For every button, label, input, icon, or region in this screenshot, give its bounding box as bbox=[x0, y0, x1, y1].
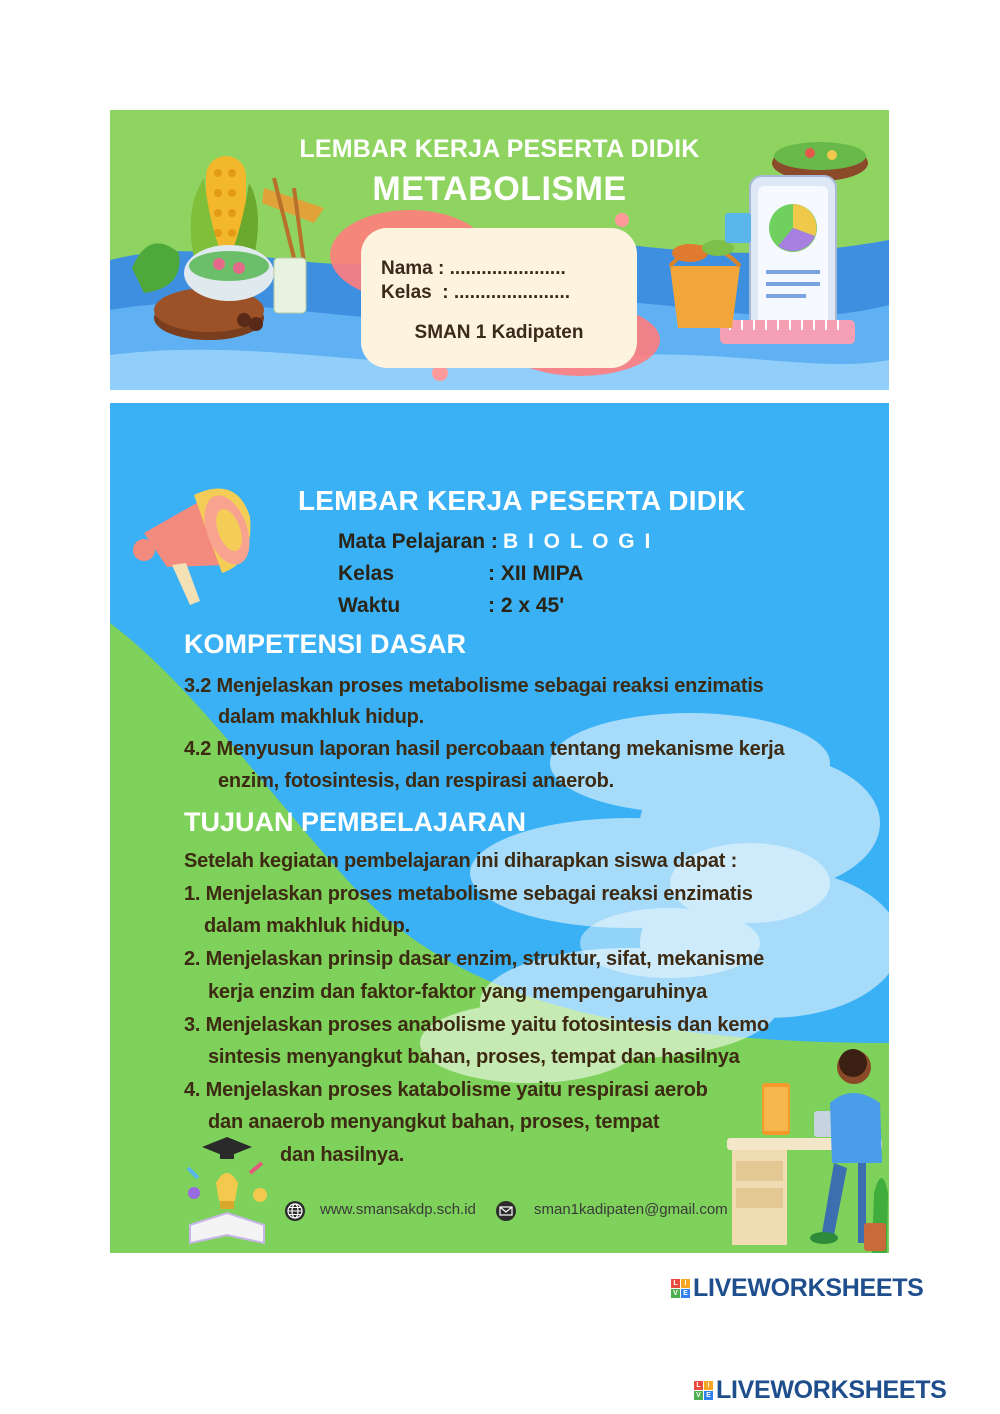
nama-field[interactable]: Nama : ...................... bbox=[381, 258, 566, 279]
globe-icon bbox=[284, 1200, 306, 1222]
tp-line: 3. Menjelaskan proses anabolisme yaitu fotosintesis dan kemo bbox=[184, 1014, 769, 1036]
tp-line: kerja enzim dan faktor-faktor yang mempengaruhinya bbox=[208, 981, 708, 1003]
kd-line: dalam makhluk hidup. bbox=[218, 706, 425, 728]
tp-line: 4. Menjelaskan proses katabolisme yaitu respirasi aerob bbox=[184, 1079, 708, 1101]
kd-line: 4.2 Menyusun laporan hasil percobaan tentang mekanisme kerja bbox=[184, 738, 785, 760]
banner-title: LEMBAR KERJA PESERTA DIDIK bbox=[299, 135, 700, 163]
card-title: LEMBAR KERJA PESERTA DIDIK bbox=[298, 485, 746, 516]
tp-heading: TUJUAN PEMBELAJARAN bbox=[184, 807, 527, 837]
liveworksheets-logo-icon: L I V E bbox=[694, 1381, 713, 1400]
tp-line: dan anaerob menyangkut bahan, proses, tempat bbox=[208, 1111, 660, 1133]
name-card bbox=[361, 228, 637, 368]
kd-line: enzim, fotosintesis, dan respirasi anaerob. bbox=[218, 770, 614, 792]
header-banner bbox=[110, 110, 889, 390]
info-value: : XII MIPA bbox=[488, 562, 584, 585]
tp-line: sintesis menyangkut bahan, proses, tempat dan hasilnya bbox=[208, 1046, 740, 1068]
email-link[interactable]: sman1kadipaten@gmail.com bbox=[534, 1201, 728, 1218]
tp-line: 2. Menjelaskan prinsip dasar enzim, struktur, sifat, mekanisme bbox=[184, 948, 765, 970]
student-illustration bbox=[722, 1043, 889, 1253]
kd-line: 3.2 Menjelaskan proses metabolisme sebagai reaksi enzimatis bbox=[184, 675, 764, 697]
phone-illustration bbox=[650, 138, 870, 353]
info-label: Mata Pelajaran : bbox=[338, 530, 498, 553]
banner-subtitle: METABOLISME bbox=[372, 170, 627, 208]
school-name: SMAN 1 Kadipaten bbox=[414, 322, 584, 343]
tp-line: dalam makhluk hidup. bbox=[204, 915, 411, 937]
info-value: B I O L O G I bbox=[503, 530, 653, 553]
info-label: Kelas bbox=[338, 562, 395, 585]
tp-intro: Setelah kegiatan pembelajaran ini diharapkan siswa dapat : bbox=[184, 850, 738, 872]
info-label: Waktu bbox=[338, 594, 401, 617]
graduation-illustration bbox=[180, 1133, 275, 1248]
website-link[interactable]: www.smansakdp.sch.id bbox=[320, 1201, 476, 1218]
mail-icon bbox=[495, 1200, 517, 1222]
watermark-text: LIVEWORKSHEETS bbox=[716, 1376, 947, 1404]
megaphone-icon bbox=[132, 455, 262, 610]
info-value: : 2 x 45' bbox=[488, 594, 565, 617]
liveworksheets-watermark[interactable] bbox=[671, 1274, 924, 1303]
liveworksheets-watermark[interactable] bbox=[694, 1376, 947, 1405]
watermark-text: LIVEWORKSHEETS bbox=[693, 1274, 924, 1302]
kd-heading: KOMPETENSI DASAR bbox=[184, 629, 467, 659]
tp-line: 1. Menjelaskan proses metabolisme sebagai reaksi enzimatis bbox=[184, 883, 753, 905]
worksheet-card bbox=[110, 403, 889, 1253]
tp-line: dan hasilnya. bbox=[280, 1144, 405, 1166]
liveworksheets-logo-icon: L I V E bbox=[671, 1279, 690, 1298]
kelas-field[interactable]: Kelas : ...................... bbox=[381, 282, 570, 303]
